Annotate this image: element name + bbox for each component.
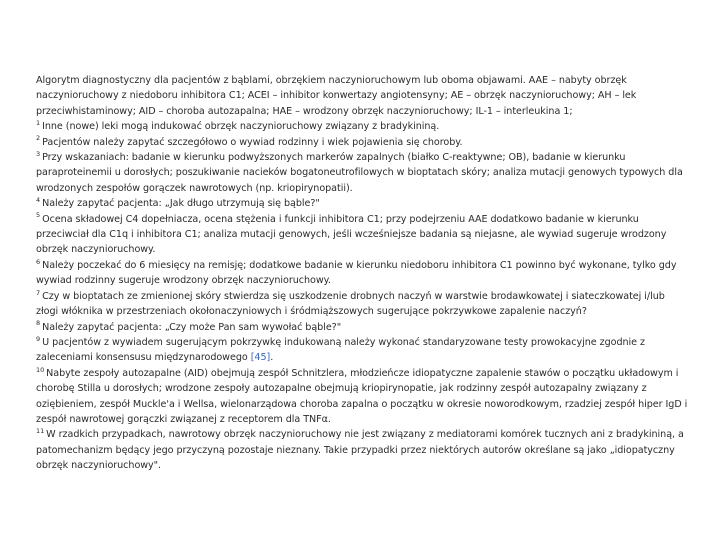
footnote-9 (36, 335, 688, 366)
footnote-text: Należy zapytać pacjenta: „Jak długo utrzymują się bąble?" (42, 198, 320, 210)
footnote-number: 5 (36, 211, 41, 220)
footnote-text: U pacjentów z wywiadem sugerującym pokrzywkę indukowaną należy wykonać standaryzowane testy prowokacyjne zgodnie z zaleceniami konsensusu międzynarodowego (36, 336, 645, 364)
footnote-number: 9 (36, 334, 41, 343)
footnote-8 (36, 320, 688, 335)
footnote-3 (36, 150, 688, 196)
footnote-text: W rzadkich przypadkach, nawrotowy obrzęk naczynioruchowy nie jest związany z mediatorami komórek tucznych ani z bradykininą, a patomechanizm będący jego przyczyną pozostaje nieznany. Takie przypadki przez niektórych autorów określane są jako „idiopatyczny obrzęk naczynioruchowy". (36, 429, 684, 472)
footnote-6 (36, 258, 688, 289)
figure-legend (36, 73, 688, 474)
footnote-11 (36, 427, 688, 473)
footnote-text: Należy poczekać do 6 miesięcy na remisję; dodatkowe badanie w kierunku niedoboru inhibitora C1 powinno być wykonane, tylko gdy wywiad rodzinny sugeruje wrodzony obrzęk naczynioruchowy. (36, 259, 677, 287)
footnote-text: Przy wskazaniach: badanie w kierunku podwyższonych markerów zapalnych (białko C-reaktywne; OB), badanie w kierunku paraproteinemii u dorosłych; poszukiwanie nacieków bogatoneutrofilowych w bioptatach skóry; analiza mutacji genowych typowych dla wrodzonych zespołów gorączek nawrotowych (np. kriopirynopatii). (36, 152, 683, 194)
footnote-number: 2 (36, 134, 41, 143)
footnote-number: 8 (36, 319, 41, 328)
footnote-text: Czy w bioptatach ze zmienionej skóry stwierdza się uszkodzenie drobnych naczyń w warstwie brodawkowatej i siateczkowatej i/lub złogi włóknika w przestrzeniach okołonaczyniowych i śródmiąższowych sugerujące pokrzywkowe zapalenie naczyń? (36, 290, 665, 318)
legend-caption: Algorytm diagnostyczny dla pacjentów z bąblami, obrzękiem naczynioruchowym lub oboma objawami. AAE – nabyty obrzęk naczynioruchowy z niedoboru inhibitora C1; ACEI – inhibitor konwertazy angiotensyny; AE – obrzęk naczynioruchowy; AH – lek przeciwhistaminowy; AID – choroba autozapalna; HAE – wrodzony obrzęk naczynioruchowy; IL-1 – interleukina 1; (36, 75, 637, 117)
footnote-text: Nabyte zespoły autozapalne (AID) obejmują zespół Schnitzlera, młodzieńcze idiopatyczne zapalenie stawów o początku układowym i chorobę Stilla u dorosłych; wrodzone zespoły autozapalne obejmują kriopirynopatie, jak rodzinny zespół autozapalny związany z oziębieniem, zespół Muckle'a i Wellsa, wielonarządowa choroba zapalna o początku w okresie noworodkowym, rzadziej zespół hiper IgD i zespół nawrotowej gorączki związanej z receptorem dla TNFα. (36, 367, 688, 425)
footnote-7 (36, 289, 688, 320)
footnote-2 (36, 135, 688, 150)
footnote-text: Inne (nowe) leki mogą indukować obrzęk naczynioruchowy związany z bradykininą. (42, 121, 440, 133)
footnote-text: Należy zapytać pacjenta: „Czy może Pan sam wywołać bąble?" (42, 321, 342, 333)
footnote-number: 7 (36, 288, 41, 297)
footnote-number: 11 (36, 427, 45, 436)
footnote-number: 1 (36, 119, 41, 128)
footnote-text: Ocena składowej C4 dopełniacza, ocena stężenia i funkcji inhibitora C1; przy podejrzeniu AAE dodatkowo badanie w kierunku przeciwciał dla C1q i inhibitora C1; analiza mutacji genowych, jeśli wcześniejsze badania są niejasne, ale wywiad sugeruje wrodzony obrzęk naczynioruchowy. (36, 213, 667, 256)
footnote-text: Pacjentów należy zapytać szczegółowo o wywiad rodzinny i wiek pojawienia się choroby. (42, 136, 463, 148)
footnote-number: 4 (36, 196, 41, 205)
footnote-5 (36, 212, 688, 258)
footnote-number: 10 (36, 365, 45, 374)
footnote-number: 3 (36, 149, 41, 158)
reference-link[interactable]: [45] (250, 352, 271, 364)
footnote-10 (36, 366, 688, 428)
footnote-1 (36, 119, 688, 134)
footnote-number: 6 (36, 257, 41, 266)
footnote-4 (36, 196, 688, 211)
footnote-tail: . (270, 352, 274, 364)
